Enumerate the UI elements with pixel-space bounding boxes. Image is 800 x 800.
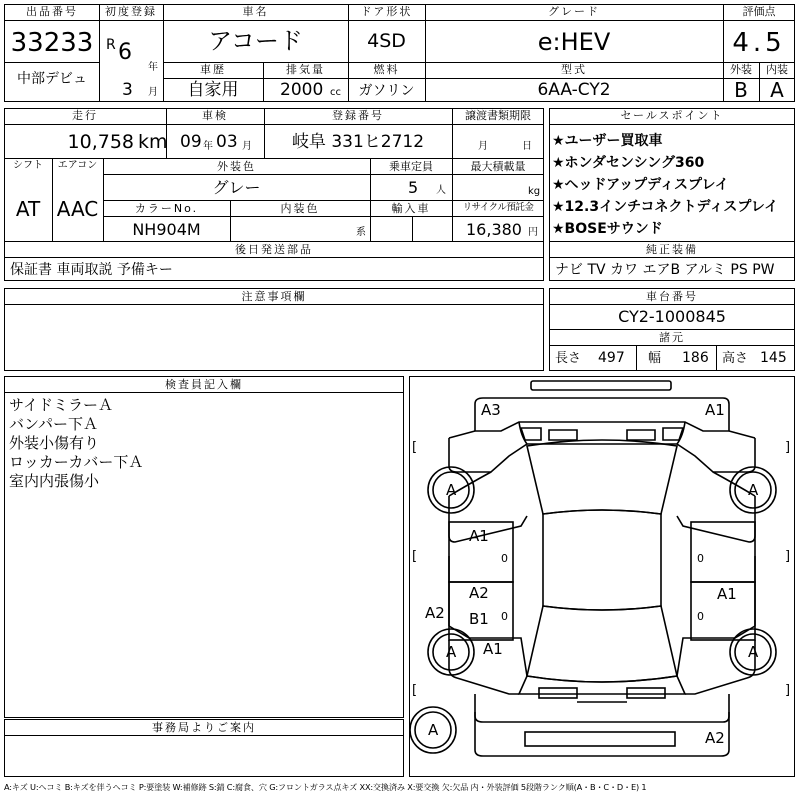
sales-points-list <box>552 130 778 240</box>
mark-spare: A <box>428 721 439 739</box>
sales-points-label: セールスポイント <box>620 109 724 122</box>
front-bumper-strip <box>531 381 671 390</box>
mark-wheel-fl: A <box>446 481 457 499</box>
inspection-month: 03 <box>216 132 238 152</box>
bracket-right: ] <box>785 440 791 455</box>
grade-label: グレード <box>548 5 600 18</box>
mark-a1-front-right: A1 <box>705 401 725 419</box>
bracket-left: [ <box>412 440 418 455</box>
mark-b1-left: B1 <box>469 610 489 628</box>
ext-label: 外装 <box>730 63 752 76</box>
plate-number: 岐阜 331ヒ2712 <box>291 132 425 152</box>
inspection-month-unit: 月 <box>242 141 252 152</box>
fuel-label: 燃料 <box>373 63 400 76</box>
dims-label: 諸元 <box>659 331 685 344</box>
width-label: 幅 <box>648 351 662 366</box>
history-label: 車歴 <box>200 63 226 76</box>
inspector-note: サイドミラーＡ <box>9 396 113 414</box>
reg-year: 6 <box>118 40 132 65</box>
mark-a2-rear: A2 <box>705 729 725 747</box>
mileage: 10,758 <box>67 131 134 153</box>
mark-a2-rear-left: A2 <box>425 604 445 622</box>
height-label: 高さ <box>722 351 749 366</box>
chassis-number: CY2-1000845 <box>618 307 726 326</box>
fuel: ガソリン <box>358 83 415 99</box>
legend: A:キズ U:ヘコミ B:キズを伴うヘコミ P:要塗装 W:補修跡 S:錆 C:腐食、穴 G:フロントガラス点キズ XX:交換済み X:要交換 欠:欠品 内・外装評価 5段階ランク順(A・B・C・D・E) 1 <box>4 782 647 792</box>
height: 145 <box>760 350 787 366</box>
mark-zero: 0 <box>501 552 508 565</box>
history: 自家用 <box>187 80 239 100</box>
int-grade: A <box>770 78 784 102</box>
mark-a3: A3 <box>481 401 501 419</box>
roof <box>543 510 661 610</box>
era: R <box>106 37 116 53</box>
lot-number: 33233 <box>10 28 94 58</box>
mark-zero: 0 <box>501 610 508 623</box>
bracket-right: ] <box>785 549 791 564</box>
sales-point: ★ヘッドアップディスプレイ <box>552 177 729 193</box>
sales-point: ★ユーザー買取車 <box>552 133 663 149</box>
mark-a2-left: A2 <box>469 584 489 602</box>
color-no-label: カラーNo. <box>134 202 199 215</box>
model-label: 型式 <box>561 63 587 76</box>
equipment-label: 純正装備 <box>646 243 698 256</box>
lot-label: 出品番号 <box>26 5 78 18</box>
aircon: AAC <box>56 197 99 221</box>
exterior-color: グレー <box>212 178 261 197</box>
displacement: 2000 <box>280 80 324 100</box>
mark-zero: 0 <box>697 552 704 565</box>
sales-point: ★BOSEサウンド <box>552 221 663 237</box>
capacity-label: 乗車定員 <box>389 160 433 173</box>
recycle-fee: 16,380 <box>466 220 522 239</box>
later-parts-label: 後日発送部品 <box>235 243 313 256</box>
reg-year-label: 初度登録 <box>105 5 157 18</box>
later-parts: 保証書 車両取説 予備キー <box>10 262 173 278</box>
reg-month: 3 <box>122 80 133 100</box>
mark-wheel-rr: A <box>748 643 759 661</box>
km-label: 走行 <box>72 109 98 122</box>
capacity: 5 <box>408 178 419 197</box>
inspector-note: ロッカーカバー下Ａ <box>9 453 144 471</box>
windshield <box>527 440 677 514</box>
bracket-left: [ <box>412 549 418 564</box>
disp-unit: cc <box>330 87 341 98</box>
inspector-label: 検査員記入欄 <box>165 378 243 391</box>
mark-a1-left-rear: A1 <box>483 640 503 658</box>
caution-label: 注意事項欄 <box>241 290 307 303</box>
inspector-note: 外装小傷有り <box>9 434 100 452</box>
grade: e:HEV <box>537 28 611 56</box>
office-label: 事務局よりご案内 <box>152 721 256 734</box>
model: 6AA-CY2 <box>537 80 611 100</box>
sales-point: ★12.3インチコネクトディスプレイ <box>552 199 779 215</box>
transfer-month-unit: 月 <box>478 141 488 152</box>
door-label: ドア形状 <box>360 5 413 18</box>
interior-color-label: 内装色 <box>280 202 320 215</box>
shift-label: シフト <box>13 160 43 171</box>
month-unit: 月 <box>148 87 158 98</box>
recycle-unit: 円 <box>528 227 538 238</box>
front-bumper <box>475 398 729 431</box>
rear-lower-panel <box>475 712 729 756</box>
equipment: ナビ TV カワ エアB アルミ PS PW <box>555 262 775 278</box>
length-label: 長さ <box>555 351 582 366</box>
mark-wheel-rl: A <box>446 643 457 661</box>
shift: AT <box>15 197 41 221</box>
plate-label: 登録番号 <box>332 109 384 122</box>
score: 4.5 <box>732 28 786 58</box>
inspection-year: 09 <box>180 132 202 152</box>
int-label: 内装 <box>766 63 788 76</box>
mark-a1-left-front: A1 <box>469 527 489 545</box>
recycle-label: リサイクル預託金 <box>462 202 534 213</box>
load-label: 最大積載量 <box>470 160 526 173</box>
rear-bumper <box>475 694 729 722</box>
inspection-label: 車検 <box>202 109 228 122</box>
trunk <box>519 676 685 694</box>
interior-color-unit: 系 <box>356 227 366 238</box>
year-unit: 年 <box>148 62 158 73</box>
mark-zero: 0 <box>697 610 704 623</box>
color-label: 外装色 <box>217 160 256 173</box>
name-label: 車名 <box>242 5 269 18</box>
bracket-right: ] <box>785 683 791 698</box>
bracket-left: [ <box>412 683 418 698</box>
import-label: 輸入車 <box>391 202 431 215</box>
inspector-notes <box>9 396 143 491</box>
inspection-year-unit: 年 <box>203 141 213 152</box>
score-label: 評価点 <box>742 5 776 18</box>
mark-a1-right: A1 <box>717 585 737 603</box>
car-diagram <box>409 376 795 777</box>
door-type: 4SD <box>367 30 406 52</box>
ac-label: エアコン <box>57 160 98 171</box>
rear-window <box>527 606 677 682</box>
region-label: 中部デビュ <box>17 71 87 87</box>
disp-label: 排気量 <box>286 63 325 76</box>
sales-point: ★ホンダセンシング360 <box>552 155 705 171</box>
width: 186 <box>682 350 709 366</box>
transfer-label: 譲渡書類期限 <box>465 109 531 122</box>
load-unit: kg <box>528 186 541 197</box>
ext-grade: B <box>734 78 748 102</box>
length: 497 <box>598 350 625 366</box>
chassis-label: 車台番号 <box>646 290 698 303</box>
inspector-note: バンパー下Ａ <box>9 415 98 433</box>
transfer-day-unit: 日 <box>522 141 532 152</box>
inspector-note: 室内内張傷小 <box>9 472 100 490</box>
car-name: アコード <box>208 27 303 55</box>
km-unit: km <box>138 131 168 153</box>
color-no: NH904M <box>132 220 201 239</box>
mark-wheel-fr: A <box>748 481 759 499</box>
capacity-unit: 人 <box>436 185 446 196</box>
